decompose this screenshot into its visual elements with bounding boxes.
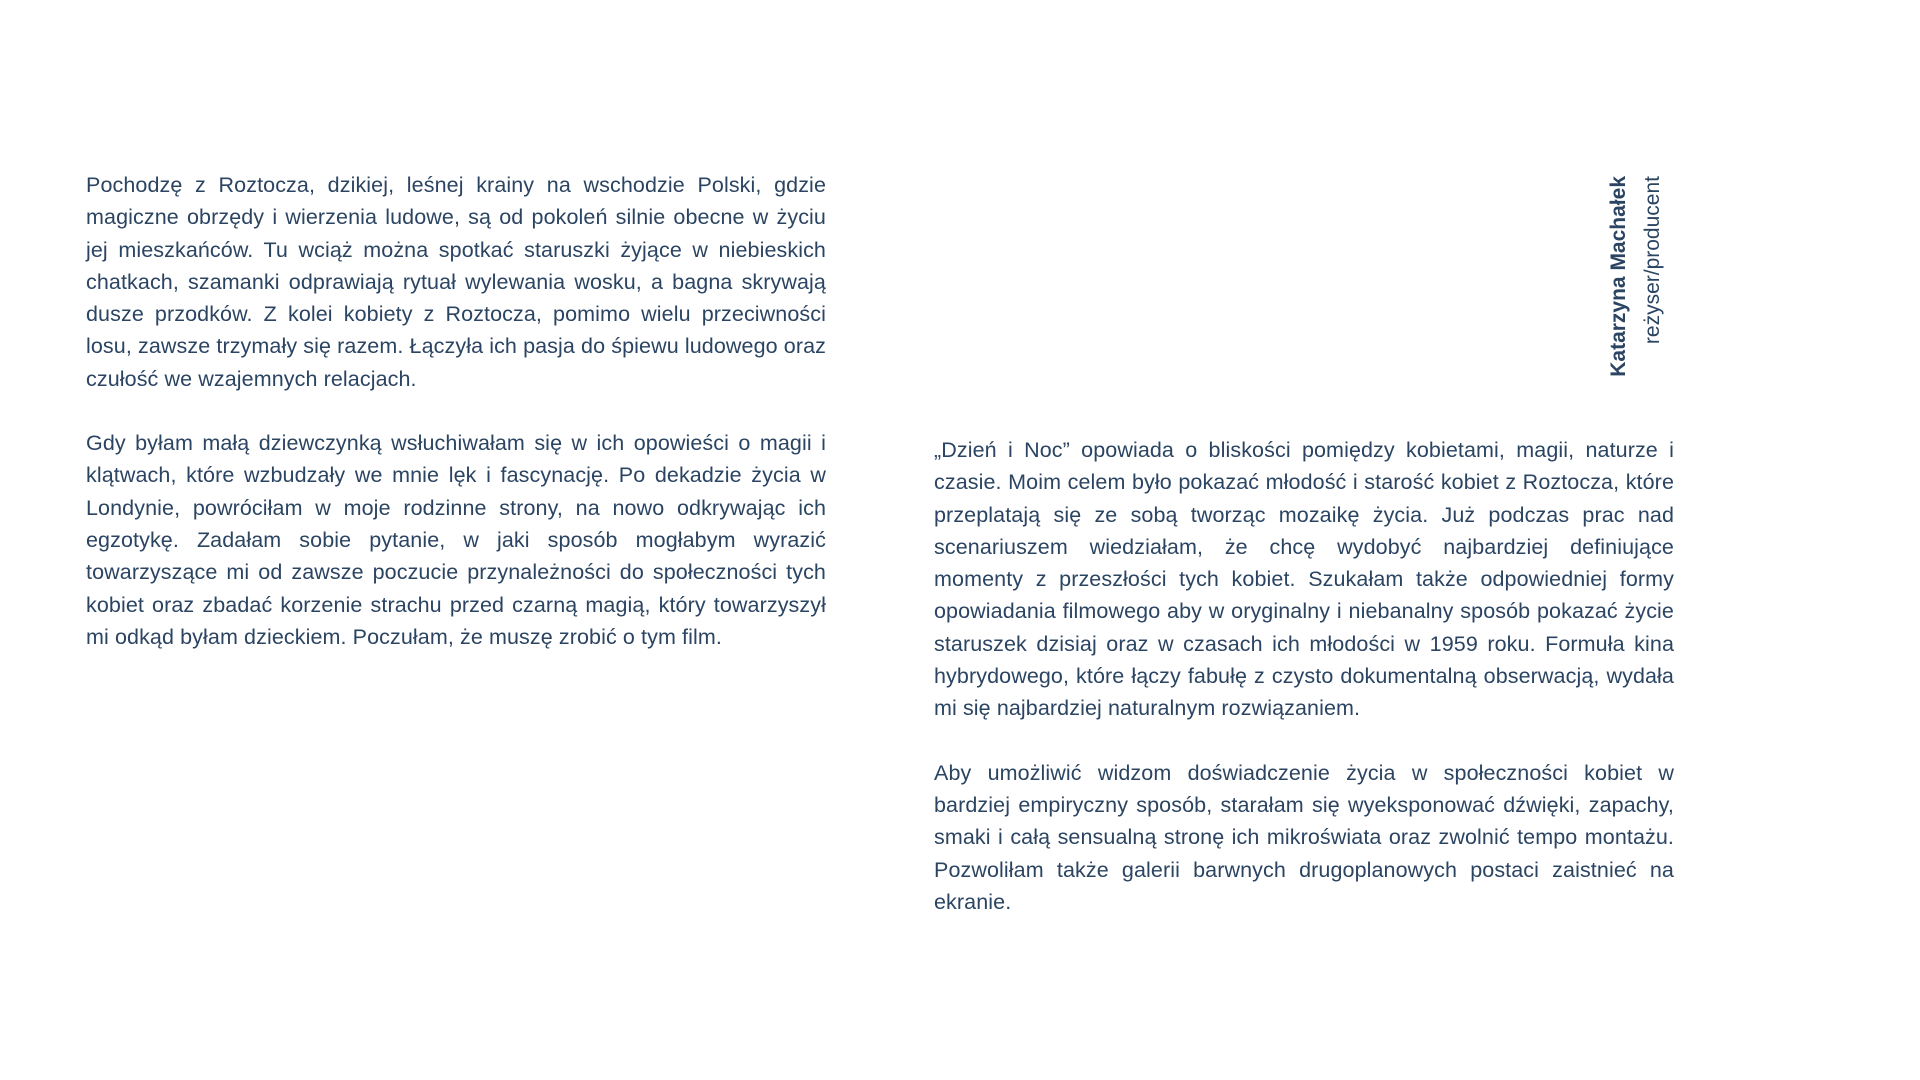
director-role: reżyser/producent bbox=[1641, 176, 1664, 345]
right-text-column bbox=[934, 434, 1674, 950]
paragraph-origin: Pochodzę z Roztocza, dzikiej, leśnej krainy na wschodzie Polski, gdzie magiczne obrzędy i wierzenia ludowe, są od pokoleń silnie obecne w życiu jej mieszkańców. Tu wciąż można spotkać staruszki żyjące w niebieskich chatkach, szamanki odprawiają rytuał wylewania wosku, a bagna skrywają dusze przodków. Z kolei kobiety z Roztocza, pomimo wielu przeciwności losu, zawsze trzymały się razem. Łączyła ich pasja do śpiewu ludowego oraz czułość we wzajemnych relacjach. bbox=[86, 173, 826, 391]
left-text-column bbox=[86, 169, 826, 685]
paragraph-sensory-approach: Aby umożliwić widzom doświadczenie życia w społeczności kobiet w bardziej empiryczny sposób, starałam się wyeksponować dźwięki, zapachy, smaki i całą sensualną stronę ich mikroświata oraz zwolnić tempo montażu. Pozwoliłam także galerii barwnych drugoplanowych postaci zaistnieć na ekranie. bbox=[934, 760, 1674, 914]
paragraph-childhood: Gdy byłam małą dziewczynką wsłuchiwałam się w ich opowieści o magii i klątwach, które wzbudzały we mnie lęk i fascynację. Po dekadzie życia w Londynie, powróciłam w moje rodzinne strony, na nowo odkrywając ich egzotykę. Zadałam sobie pytanie, w jaki sposób mogłabym wyrazić towarzyszące mi od zawsze poczucie przynależności do społeczności tych kobiet oraz zbadać korzenie strachu przed czarną magią, który towarzyszył mi odkąd byłam dzieckiem. Poczułam, że muszę zrobić o tym film. bbox=[86, 431, 826, 649]
paragraph-film-concept: „Dzień i Noc” opowiada o bliskości pomiędzy kobietami, magii, naturze i czasie. Moim celem było pokazać młodość i starość kobiet z Roztocza, które przeplatają się ze sobą tworząc mozaikę życia. Już podczas prac nad scenariuszem wiedziałam, że chcę wydobyć najbardziej definiujące momenty z przeszłości tych kobiet. Szukałam także odpowiedniej formy opowiadania filmowego aby w oryginalny i niebanalny sposób pokazać życie staruszek dzisiaj oraz w czasach ich młodości w 1959 roku. Formuła kina hybrydowego, które łączy fabułę z czysto dokumentalną obserwacją, wydała mi się najbardziej naturalnym rozwiązaniem. bbox=[934, 438, 1674, 721]
director-credit bbox=[1602, 176, 1672, 390]
director-name: Katarzyna Machałek bbox=[1607, 176, 1630, 377]
